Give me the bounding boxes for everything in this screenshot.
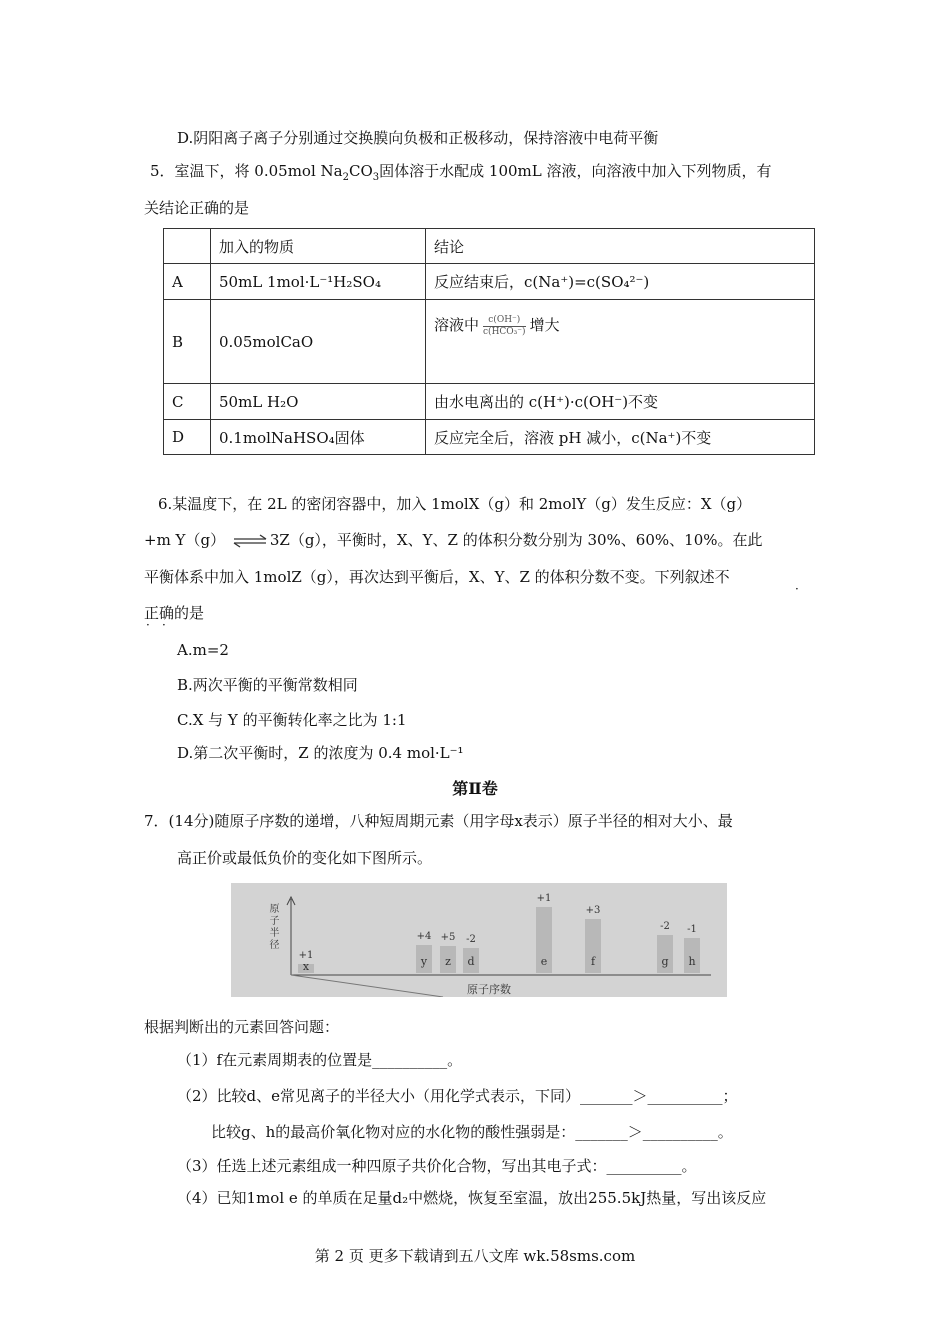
q6-line2-b: 3Z（g），平衡时，X、Y、Z 的体积分数分别为 30%、60%、10%。在此 [269, 531, 763, 549]
table-row [164, 264, 815, 300]
q7-sub2a: （2）比较d、e常见离子的半径大小（用化学式表示，下同）_______＞__________； [177, 1087, 738, 1105]
q5-table [163, 228, 815, 455]
fraction-numerator: c(OH⁻) [483, 315, 526, 327]
q6-option-d: D.第二次平衡时，Z 的浓度为 0.4 mol·L⁻¹ [177, 744, 464, 762]
conclusion-prefix: 溶液中 [434, 316, 480, 334]
q6-line2 [144, 530, 763, 550]
emphasis-dot: · [795, 582, 799, 596]
chart-category-label: d [467, 955, 475, 968]
q7-line2: 高正价或最低负价的变化如下图所示。 [177, 849, 433, 867]
row-substance: 0.1molNaHSO₄固体 [211, 420, 426, 455]
chart-valence-label: -2 [466, 934, 476, 946]
q5-stem-mid: CO [348, 162, 373, 180]
fraction-denominator: c(HCO₃⁻) [483, 326, 526, 337]
chart-valence-label: +1 [536, 892, 552, 904]
row-label: D [164, 420, 211, 455]
section-title: 第Ⅱ卷 [452, 779, 498, 798]
equilibrium-arrow-icon [232, 534, 268, 548]
conclusion-suffix: 增大 [529, 316, 560, 334]
chart-category-label: z [445, 955, 451, 968]
q5-stem-line2: 关结论正确的是 [144, 199, 250, 217]
q6-option-c: C.X 与 Y 的平衡转化率之比为 1:1 [177, 711, 407, 729]
table-header-substance: 加入的物质 [211, 229, 426, 264]
q6-option-b: B.两次平衡的平衡常数相同 [177, 676, 358, 694]
chart-category-label: f [590, 955, 596, 968]
q7-sub3: （3）任选上述元素组成一种四原子共价化合物，写出其电子式：__________。 [177, 1157, 697, 1175]
chart-y-label: 原子半径 [267, 903, 278, 951]
chart-valence-label: -2 [660, 921, 670, 932]
q6-line4: 正确的是 [144, 604, 205, 622]
row-substance: 0.05molCaO [211, 300, 426, 384]
table-row [164, 300, 815, 384]
chart-valence-label: +3 [585, 904, 601, 916]
row-label: A [164, 264, 211, 300]
row-substance: 50mL H₂O [211, 384, 426, 420]
table-cell [164, 229, 211, 264]
row-label: C [164, 384, 211, 420]
table-row [164, 384, 815, 420]
chart-valence-label: +4 [416, 930, 432, 942]
chart-valence-label: -1 [687, 923, 697, 935]
table-row [164, 420, 815, 455]
table-header-row [164, 229, 815, 264]
chart-category-label: y [420, 955, 428, 968]
chart-category-label: x [302, 960, 310, 974]
q7-sub1: （1）f在元素周期表的位置是__________。 [177, 1051, 463, 1069]
chart-valence-label: +5 [440, 932, 456, 944]
row-substance: 50mL 1mol·L⁻¹H₂SO₄ [211, 264, 426, 300]
chart-category-label: e [540, 955, 548, 968]
q7-line1: 7．(14分)随原子序数的递增，八种短周期元素（用字母x表示）原子半径的相对大小、最 [144, 812, 733, 830]
q6-line1: 6.某温度下，在 2L 的密闭容器中，加入 1molX（g）和 2molY（g）发生反应：X（g） [158, 495, 752, 513]
chart-category-label: h [688, 955, 696, 968]
row-label: B [164, 300, 211, 384]
emphasis-dot: · [146, 618, 150, 632]
q6-line2-a: +m Y（g） [144, 531, 226, 549]
emphasis-dot: · [162, 618, 166, 632]
q5-stem-prefix: 5．室温下，将 0.05mol Na [150, 162, 343, 180]
ratio-fraction [483, 315, 526, 338]
q6-line3: 平衡体系中加入 1molZ（g），再次达到平衡后，X、Y、Z 的体积分数不变。下列叙述不 [144, 568, 730, 586]
chart-valence-label: +1 [298, 949, 314, 961]
q7-answer-intro: 根据判断出的元素回答问题： [144, 1018, 340, 1036]
q5-stem: 5．室温下，将 0.05mol $Na_2CO_3$固体溶于水配成 100mL 溶液，向溶液中加入下列物质，有 [150, 162, 772, 183]
q6-option-a: A.m=2 [177, 641, 229, 659]
q7-sub4: （4）已知1mol e 的单质在足量d₂中燃烧，恢复至室温，放出255.5kJ热量，写出该反应 [177, 1189, 767, 1207]
q7-sub2b: 比较g、h的最高价氧化物对应的水化物的酸性强弱是：_______＞__________。 [211, 1123, 733, 1141]
chart-x-label: 原子序数 [467, 983, 511, 996]
row-conclusion [426, 300, 815, 384]
q4-option-d: D.阴阳离子离子分别通过交换膜向负极和正极移动，保持溶液中电荷平衡 [177, 129, 659, 147]
table-header-conclusion: 结论 [426, 229, 815, 264]
chart-category-label: g [661, 955, 669, 968]
row-conclusion: 由水电离出的 c(H⁺)·c(OH⁻)不变 [426, 384, 815, 420]
row-conclusion: 反应完全后，溶液 pH 减小，c(Na⁺)不变 [426, 420, 815, 455]
q5-stem-suffix: 固体溶于水配成 100mL 溶液，向溶液中加入下列物质，有 [379, 162, 772, 180]
atomic-radius-chart [231, 883, 727, 997]
page-footer: 第 2 页 更多下载请到五八文库 wk.58sms.com [314, 1247, 636, 1265]
row-conclusion: 反应结束后，c(Na⁺)=c(SO₄²⁻) [426, 264, 815, 300]
